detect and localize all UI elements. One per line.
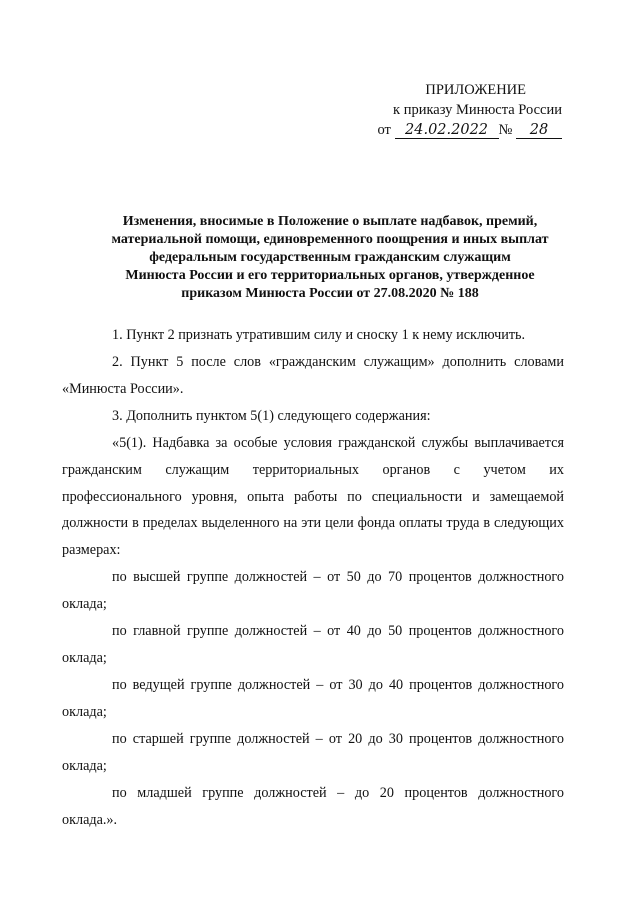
title-line: федеральным государственным гражданским служащим bbox=[149, 250, 511, 265]
document-body bbox=[62, 322, 564, 834]
appendix-date-line bbox=[378, 120, 563, 140]
appendix-order-ref: к приказу Минюста России bbox=[393, 102, 562, 118]
level-leading: по ведущей группе должностей – от 30 до 40 процентов должностного оклада; bbox=[62, 676, 564, 720]
level-junior: по младшей группе должностей – до 20 процентов должностного оклада.». bbox=[62, 784, 564, 828]
item-3: 3. Дополнить пунктом 5(1) следующего содержания: bbox=[112, 408, 431, 424]
quote-paragraph: «5(1). Надбавка за особые условия гражданской службы выплачивается гражданским служащим территориальных органов с учетом их профессионального уровня, опыта работы по специальности и замещаемой должности в пределах выделенного на эти цели фонда оплаты труда в следующих размерах: bbox=[62, 435, 564, 559]
title-line: приказом Минюста России от 27.08.2020 № 188 bbox=[181, 286, 479, 301]
appendix-header bbox=[378, 80, 563, 140]
appendix-title: ПРИЛОЖЕНИЕ bbox=[425, 82, 526, 98]
title-line: материальной помощи, единовременного поощрения и иных выплат bbox=[111, 232, 549, 247]
level-main: по главной группе должностей – от 40 до 50 процентов должностного оклада; bbox=[62, 622, 564, 666]
item-2: 2. Пункт 5 после слов «гражданским служащим» дополнить словами «Минюста России». bbox=[62, 354, 564, 397]
document-title bbox=[72, 213, 588, 303]
handwritten-date: 24.02.2022 bbox=[395, 122, 499, 139]
handwritten-number: 28 bbox=[516, 122, 562, 139]
title-line: Изменения, вносимые в Положение о выплате надбавок, премий, bbox=[122, 214, 538, 229]
number-label: № bbox=[498, 122, 513, 138]
from-label: от bbox=[377, 122, 391, 138]
item-1: 1. Пункт 2 признать утратившим силу и сноску 1 к нему исключить. bbox=[112, 327, 526, 343]
level-highest: по высшей группе должностей – от 50 до 70 процентов должностного оклада; bbox=[62, 568, 564, 612]
level-senior: по старшей группе должностей – от 20 до 30 процентов должностного оклада; bbox=[62, 730, 564, 774]
title-line: Минюста России и его территориальных органов, утвержденное bbox=[125, 268, 535, 283]
